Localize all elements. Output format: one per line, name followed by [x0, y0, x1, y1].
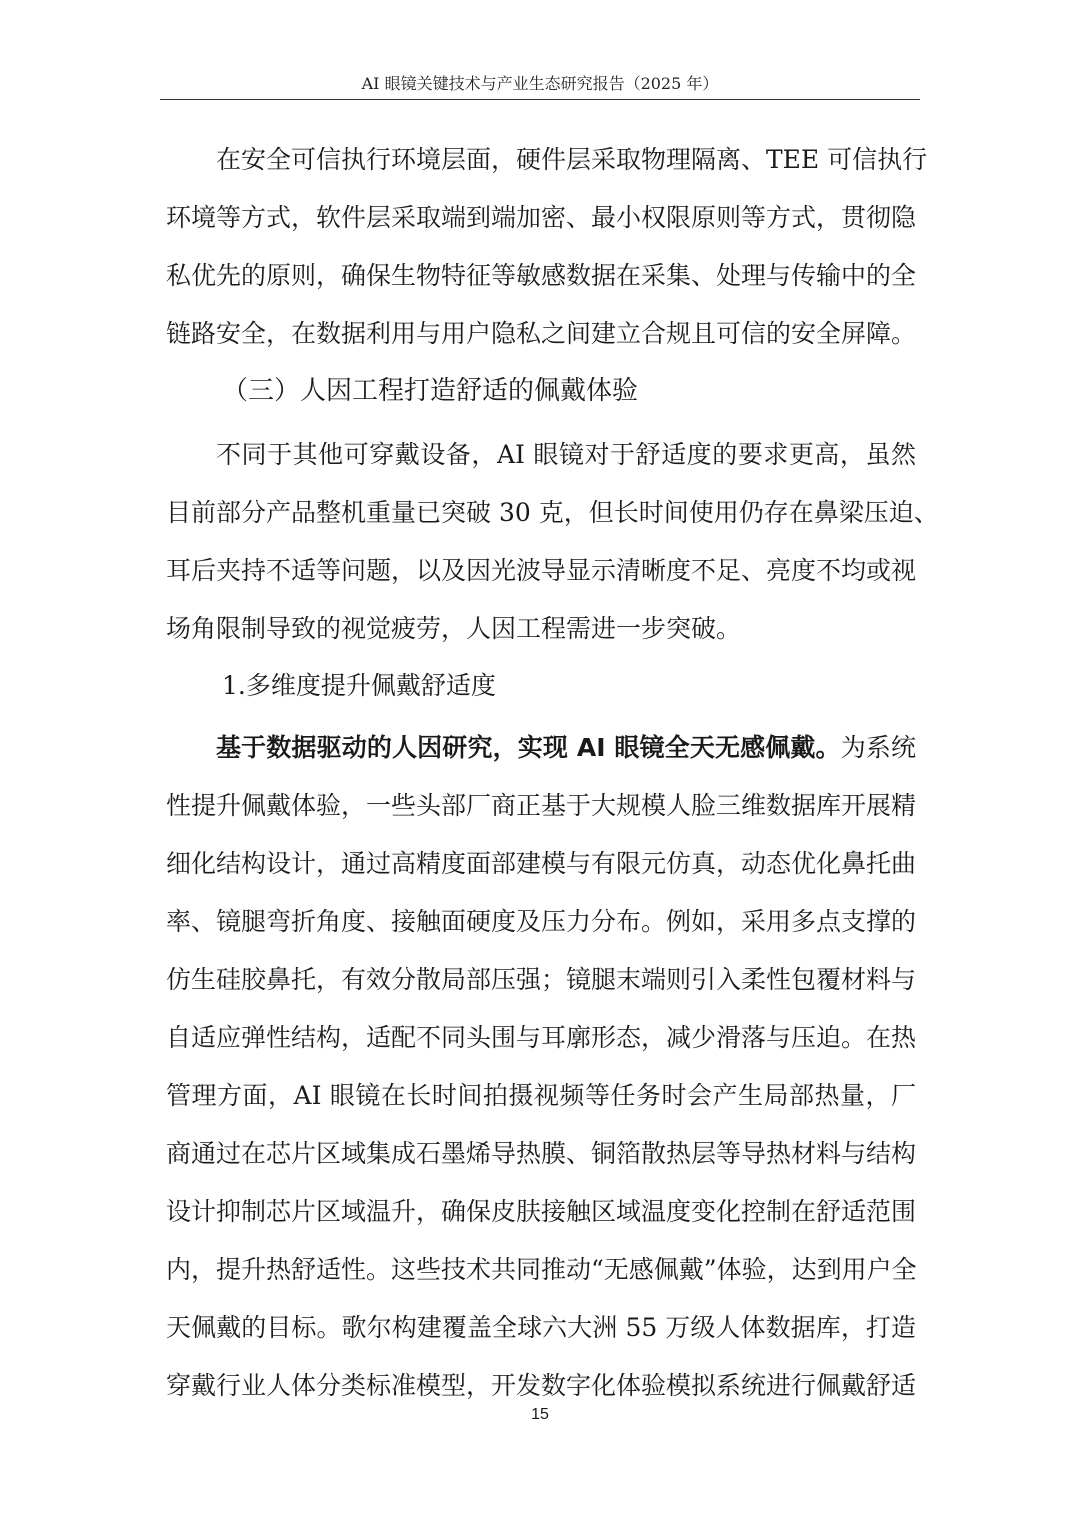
paragraph-line: 仿生硅胶鼻托，有效分散局部压强；镜腿末端则引入柔性包覆材料与 — [166, 965, 917, 994]
paragraph-line: 自适应弹性结构，适配不同头围与耳廓形态，减少滑落与压迫。在热 — [166, 1023, 917, 1052]
paragraph-line: 天佩戴的目标。歌尔构建覆盖全球六大洲 55 万级人体数据库，打造 — [166, 1313, 916, 1342]
paragraph-lead-line — [216, 719, 916, 777]
paragraph-line: 商通过在芯片区域集成石墨烯导热膜、铜箔散热层等导热材料与结构 — [166, 1139, 917, 1168]
section-heading: （三）人因工程打造舒适的佩戴体验 — [222, 376, 639, 406]
lead-continuation: 为系统 — [840, 733, 916, 762]
paragraph-line: 目前部分产品整机重量已突破 30 克，但长时间使用仍存在鼻梁压迫、 — [166, 498, 939, 527]
paragraph-line: 私优先的原则，确保生物特征等敏感数据在采集、处理与传输中的全 — [166, 261, 917, 290]
running-header: AI 眼镜关键技术与产业生态研究报告（2025 年） — [361, 74, 719, 93]
paragraph-line: 率、镜腿弯折角度、接触面硬度及压力分布。例如，采用多点支撑的 — [166, 907, 917, 936]
paragraph-line: 场角限制导致的视觉疲劳，人因工程需进一步突破。 — [166, 614, 742, 643]
paragraph-line: 穿戴行业人体分类标准模型，开发数字化体验模拟系统进行佩戴舒适 — [166, 1371, 917, 1400]
paragraph-line: 设计抑制芯片区域温升，确保皮肤接触区域温度变化控制在舒适范围 — [166, 1197, 917, 1226]
page-number: 15 — [531, 1406, 549, 1423]
header-divider — [160, 99, 920, 100]
subsection-heading: 1.多维度提升佩戴舒适度 — [222, 671, 496, 700]
bold-lead-sentence: 基于数据驱动的人因研究，实现 AI 眼镜全天无感佩戴。 — [216, 733, 841, 762]
paragraph-line: 耳后夹持不适等问题，以及因光波导显示清晰度不足、亮度不均或视 — [166, 556, 917, 585]
paragraph-line: 管理方面，AI 眼镜在长时间拍摄视频等任务时会产生局部热量，厂 — [166, 1081, 916, 1110]
paragraph-line: 不同于其他可穿戴设备，AI 眼镜对于舒适度的要求更高，虽然 — [216, 440, 916, 469]
paragraph-line: 链路安全，在数据利用与用户隐私之间建立合规且可信的安全屏障。 — [166, 319, 917, 348]
paragraph-line: 在安全可信执行环境层面，硬件层采取物理隔离、TEE 可信执行 — [216, 145, 928, 174]
paragraph-line: 细化结构设计，通过高精度面部建模与有限元仿真，动态优化鼻托曲 — [166, 849, 917, 878]
paragraph-line: 内，提升热舒适性。这些技术共同推动“无感佩戴”体验，达到用户全 — [166, 1255, 917, 1284]
paragraph-line: 环境等方式，软件层采取端到端加密、最小权限原则等方式，贯彻隐 — [166, 203, 917, 232]
paragraph-line: 性提升佩戴体验，一些头部厂商正基于大规模人脸三维数据库开展精 — [166, 791, 917, 820]
